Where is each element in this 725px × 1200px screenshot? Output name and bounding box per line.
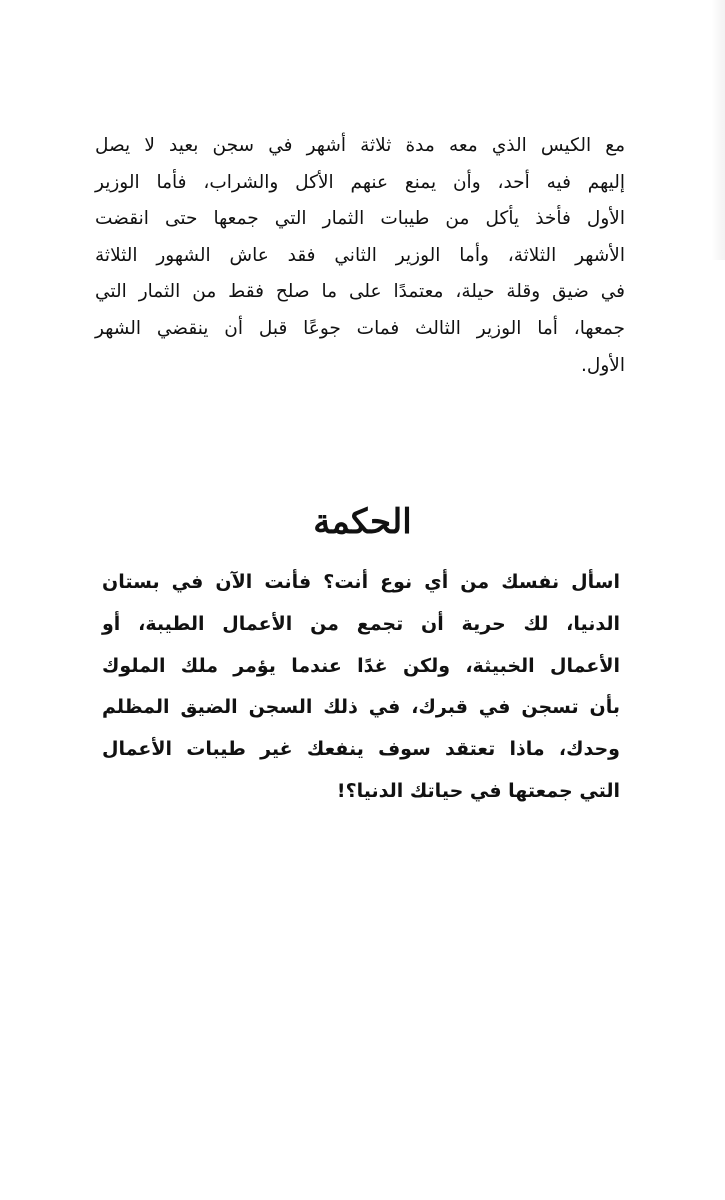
wisdom-line: الأعمال الخبيثة، ولكن غدًا عندما يؤمر ملك الملوك bbox=[102, 654, 620, 677]
story-line: الأول. bbox=[581, 354, 625, 376]
story-line: الأول فأخذ يأكل من طيبات الثمار التي جمعها حتى انقضت bbox=[95, 208, 625, 230]
wisdom-line: الدنيا، لك حرية أن تجمع من الأعمال الطيبة، أو bbox=[102, 612, 620, 635]
story-paragraph bbox=[95, 128, 625, 384]
section-title: الحكمة bbox=[313, 502, 412, 542]
wisdom-line: اسأل نفسك من أي نوع أنت؟ فأنت الآن في بستان bbox=[102, 571, 620, 593]
wisdom-line: وحدك، ماذا تعتقد سوف ينفعك غير طيبات الأعمال bbox=[102, 738, 620, 761]
wisdom-line: بأن تسجن في قبرك، في ذلك السجن الضيق المظلم bbox=[102, 696, 620, 719]
story-line: الأشهر الثلاثة، وأما الوزير الثاني فقد عاش الشهور الثلاثة bbox=[95, 244, 625, 266]
story-line: مع الكيس الذي معه مدة ثلاثة أشهر في سجن بعيد لا يصل bbox=[95, 135, 625, 156]
wisdom-line: التي جمعتها في حياتك الدنيا؟! bbox=[336, 779, 620, 802]
story-line: في ضيق وقلة حيلة، معتمدًا على ما صلح فقط من الثمار التي bbox=[95, 281, 625, 303]
story-line: جمعها، أما الوزير الثالث فمات جوعًا قبل أن ينقضي الشهر bbox=[95, 317, 625, 339]
story-line: إليهم فيه أحد، وأن يمنع عنهم الأكل والشراب، فأما الوزير bbox=[95, 171, 625, 193]
wisdom-paragraph bbox=[102, 562, 620, 813]
page-edge-shadow bbox=[711, 0, 725, 260]
